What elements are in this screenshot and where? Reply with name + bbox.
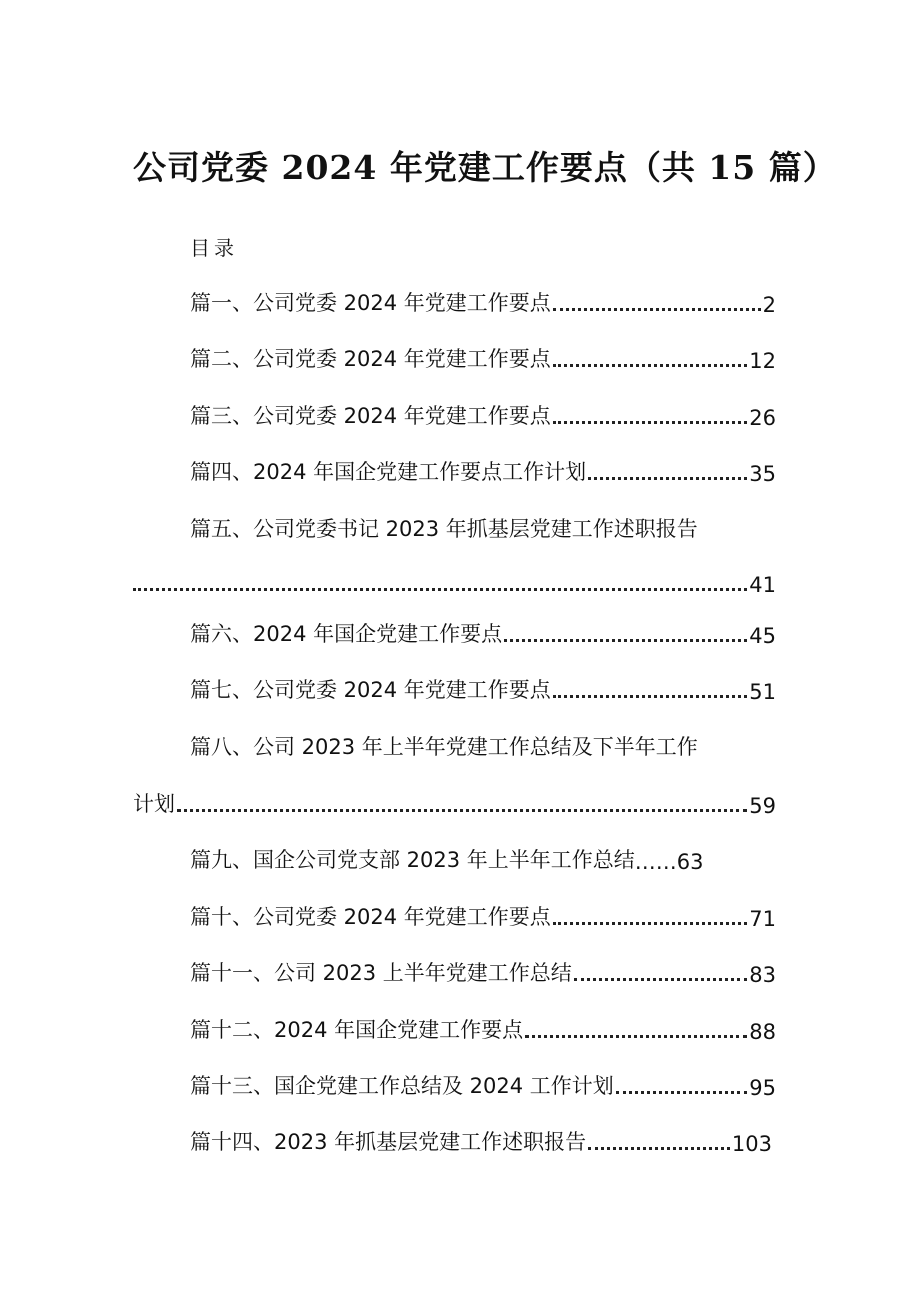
toc-entry-11[interactable] <box>190 953 776 987</box>
document-title: 公司党委 2024 年党建工作要点（共 15 篇） <box>133 148 837 187</box>
toc-leader-ellipsis: …… <box>634 850 677 874</box>
toc-entry-label: 篇四、2024 年国企党建工作要点工作计划 <box>190 460 587 484</box>
toc-leader-dots <box>553 421 747 424</box>
toc-entry-label: 篇五、公司党委书记 2023 年抓基层党建工作述职报告 <box>190 517 698 541</box>
toc-leader-dots <box>588 1147 730 1150</box>
toc-entry-label: 篇十四、2023 年抓基层党建工作述职报告 <box>190 1130 587 1154</box>
toc-leader-dots <box>553 308 761 311</box>
toc-leader-dots <box>616 1091 747 1094</box>
toc-entry-page: 103 <box>731 1132 772 1156</box>
toc-leader-dots <box>574 978 747 981</box>
toc-entry-5[interactable] <box>190 509 776 543</box>
toc-entry-page: 12 <box>749 349 776 373</box>
toc-entry-13[interactable] <box>190 1066 776 1100</box>
toc-leader-dots <box>553 364 747 367</box>
toc-leader-dots <box>504 639 747 642</box>
toc-entry-label: 篇九、国企公司党支部 2023 年上半年工作总结 <box>190 848 635 872</box>
toc-entry-2[interactable] <box>190 339 776 373</box>
toc-entry-label: 篇八、公司 2023 年上半年党建工作总结及下半年工作 <box>190 735 698 759</box>
toc-heading: 目录 <box>190 236 238 260</box>
toc-entry-label: 篇六、2024 年国企党建工作要点 <box>190 622 503 646</box>
toc-entry-page: 63 <box>676 850 704 874</box>
toc-entry-label: 篇一、公司党委 2024 年党建工作要点 <box>190 291 551 315</box>
toc-entry-10[interactable] <box>190 897 776 931</box>
toc-entry-label: 篇十、公司党委 2024 年党建工作要点 <box>190 905 551 929</box>
toc-entry-label: 篇三、公司党委 2024 年党建工作要点 <box>190 404 551 428</box>
toc-leader-dots <box>133 588 747 591</box>
toc-entry-page: 71 <box>749 907 776 931</box>
toc-entry-page: 45 <box>749 624 776 648</box>
toc-leader-dots <box>525 1035 747 1038</box>
toc-entry-4[interactable] <box>190 452 776 486</box>
toc-leader-dots <box>177 809 747 812</box>
toc-entry-label: 篇十一、公司 2023 上半年党建工作总结 <box>190 961 572 985</box>
toc-entry-12[interactable] <box>190 1010 776 1044</box>
toc-entry-label: 篇七、公司党委 2024 年党建工作要点 <box>190 678 551 702</box>
toc-entry-page: 26 <box>749 406 776 430</box>
toc-entry-8[interactable] <box>190 727 776 761</box>
toc-leader-dots <box>553 695 747 698</box>
toc-entry-page: 88 <box>749 1020 776 1044</box>
toc-entry-page: 83 <box>749 963 776 987</box>
toc-entry-6[interactable] <box>190 614 776 648</box>
toc-entry-9[interactable] <box>190 840 750 874</box>
toc-leader-dots <box>553 922 747 925</box>
toc-leader-dots <box>588 477 747 480</box>
toc-entry-page: 95 <box>749 1076 776 1100</box>
toc-entry-label-continuation: 计划 <box>133 792 175 816</box>
toc-entry-label: 篇二、公司党委 2024 年党建工作要点 <box>190 347 551 371</box>
toc-entry-7[interactable] <box>190 670 776 704</box>
toc-entry-page: 51 <box>749 680 776 704</box>
toc-entry-label: 篇十三、国企党建工作总结及 2024 工作计划 <box>190 1074 614 1098</box>
toc-entry-3[interactable] <box>190 396 776 430</box>
toc-entry-5-continuation[interactable] <box>133 563 776 597</box>
toc-entry-page: 41 <box>749 573 776 597</box>
toc-entry-8-continuation[interactable] <box>133 784 776 818</box>
toc-entry-page: 59 <box>749 794 776 818</box>
toc-entry-label: 篇十二、2024 年国企党建工作要点 <box>190 1018 524 1042</box>
toc-entry-1[interactable] <box>190 283 776 317</box>
toc-entry-14[interactable] <box>190 1122 772 1156</box>
toc-entry-page: 2 <box>762 293 776 317</box>
toc-entry-page: 35 <box>749 462 776 486</box>
